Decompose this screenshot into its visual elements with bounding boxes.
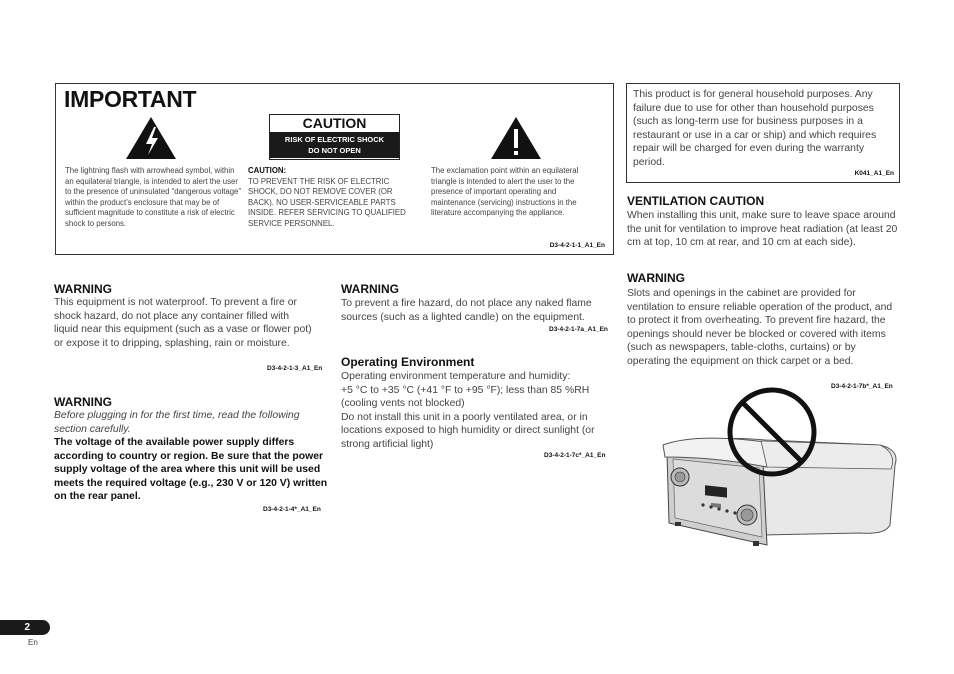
- page-number: 2: [0, 620, 50, 635]
- warning4-heading: WARNING: [627, 271, 685, 285]
- exclamation-description: The exclamation point within an equilateral triangle is intended to alert the user to the presence of important operating and maintenance (servicing) instructions in the literature accompanying the appliance.: [431, 166, 579, 218]
- caution-label-box: [269, 114, 400, 160]
- warning4-text: Slots and openings in the cabinet are provided for ventilation to ensure reliable operation of the product, and to protect it from overheating. To prevent fire hazard, the openings should never be blocked or covered with items (such as newspapers, table-cloths, curtains) or by operating the equipment on thick carpet or a bed.: [627, 288, 893, 367]
- operating-code: D3-4-2-1-7c*_A1_En: [544, 452, 606, 459]
- warning1-heading: WARNING: [54, 282, 112, 296]
- caution-description: [248, 166, 420, 230]
- caution-sub-line1: RISK OF ELECTRIC SHOCK: [284, 135, 385, 144]
- ventilation-text: When installing this unit, make sure to leave space around the unit for ventilation to improve heat radiation (at least 20 cm at top, 10 cm at rear, and 10 cm at each side).: [627, 210, 898, 248]
- warning1-code: D3-4-2-1-3_A1_En: [267, 365, 323, 372]
- operating-line3: Do not install this unit in a poorly ventilated area, or in locations exposed to high humidity or direct sunlight (or strong artificial light): [341, 411, 595, 450]
- warning1-text: This equipment is not waterproof. To prevent a fire or shock hazard, do not place any container filled with liquid near this equipment (such as a vase or flower pot) or expose it to dripping, splashing, rain or moisture.: [54, 297, 312, 349]
- household-text: This product is for general household purposes. Any failure due to use for other than household purposes (such as long-term use for business purposes in a restaurant or use in a car or ship) and which requires repair will be charged for even during the warranty period.: [633, 89, 877, 168]
- lightning-warning-icon: [124, 115, 178, 161]
- important-code: D3-4-2-1-1_A1_En: [549, 242, 605, 249]
- operating-line1: Operating environment temperature and humidity:: [341, 371, 571, 382]
- warning3-text: To prevent a fire hazard, do not place any naked flame sources (such as a lighted candle) on the equipment.: [341, 298, 592, 323]
- important-box: [55, 83, 614, 255]
- caution-sub-line2: DO NOT OPEN: [308, 146, 361, 155]
- caution-subtitle: [270, 132, 399, 158]
- operating-text: [341, 370, 616, 451]
- caution-description-text: TO PREVENT THE RISK OF ELECTRIC SHOCK, DO NOT REMOVE COVER (OR BACK). NO USER-SERVICEABLE PARTS INSIDE. REFER SERVICING TO QUALIFIED SERVICE PERSONNEL.: [248, 176, 406, 228]
- warning4-code: D3-4-2-1-7b*_A1_En: [831, 383, 893, 390]
- ventilation-heading: VENTILATION CAUTION: [627, 194, 765, 208]
- caution-description-label: CAUTION:: [248, 166, 287, 175]
- lightning-description: The lightning flash with arrowhead symbol, within an equilateral triangle, is intended to alert the user to the presence of uninsulated “dangerous voltage” within the product’s enclosure that may be of sufficient magnitude to constitute a risk of electric shock to persons.: [65, 166, 241, 228]
- important-title: IMPORTANT: [64, 86, 197, 112]
- warning3-code: D3-4-2-1-7a_A1_En: [549, 326, 608, 333]
- covered-receiver-illustration: [655, 385, 905, 555]
- operating-line2: +5 °C to +35 °C (+41 °F to +95 °F); less than 85 %RH (cooling vents not blocked): [341, 384, 590, 409]
- household-code: K041_A1_En: [854, 170, 894, 177]
- caution-heading: CAUTION: [270, 115, 399, 132]
- operating-heading: Operating Environment: [341, 355, 475, 369]
- household-box: [626, 83, 900, 183]
- exclamation-warning-icon: [489, 115, 543, 161]
- warning2-code: D3-4-2-1-4*_A1_En: [263, 506, 321, 513]
- warning2-italic: Before plugging in for the first time, read the following section carefully.: [54, 410, 300, 435]
- warning3-heading: WARNING: [341, 282, 399, 296]
- warning2-heading: WARNING: [54, 395, 112, 409]
- warning2-bold: The voltage of the available power supply differs according to country or region. Be sure that the power supply voltage of the area where this unit will be used meets the required voltage (e.g., 230 V or 120 V) written on the rear panel.: [54, 437, 328, 502]
- language-label: En: [28, 638, 38, 647]
